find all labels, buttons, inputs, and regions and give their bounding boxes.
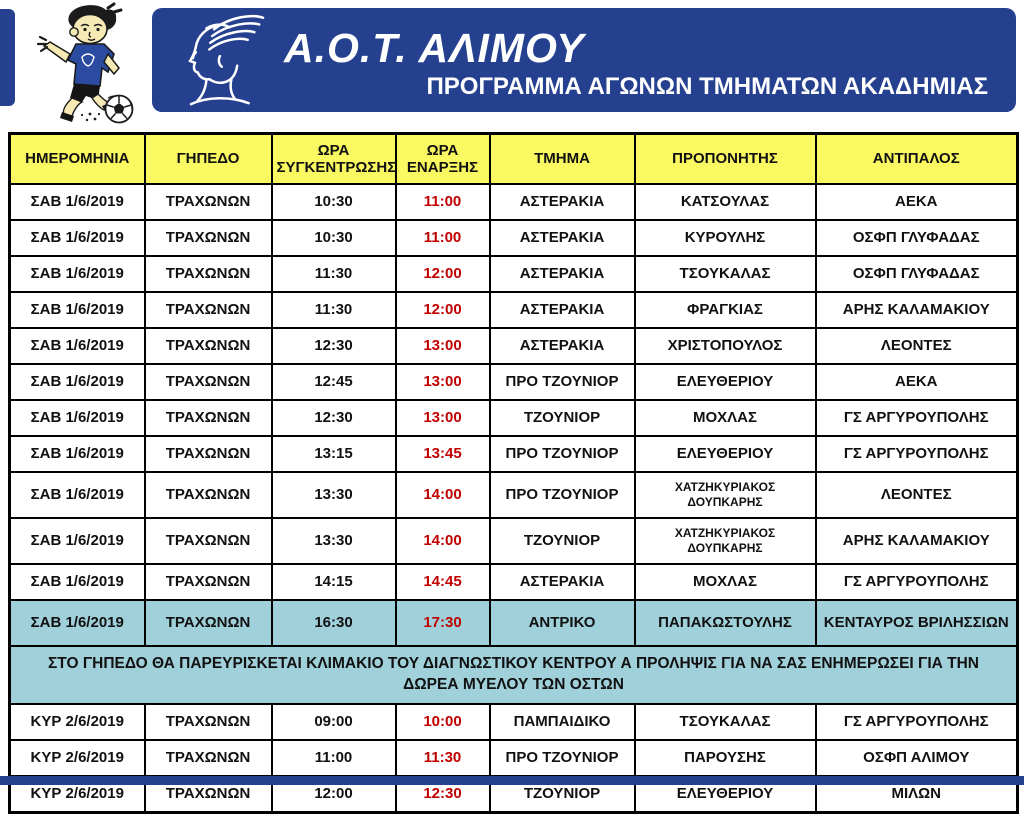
cell-coach: ΜΟΧΛΑΣ — [635, 400, 816, 436]
cell-venue: ΤΡΑΧΩΝΩΝ — [145, 704, 272, 740]
cell-meet-time: 09:00 — [272, 704, 396, 740]
cell-start-time: 10:00 — [396, 704, 490, 740]
cell-team: ΠΡΟ ΤΖΟΥΝΙΟΡ — [490, 472, 635, 518]
match-row — [10, 704, 1018, 740]
cell-date: ΣΑΒ 1/6/2019 — [10, 518, 145, 564]
cell-venue: ΤΡΑΧΩΝΩΝ — [145, 256, 272, 292]
cell-opponent: ΑΕΚΑ — [816, 184, 1018, 220]
cell-start-time: 12:00 — [396, 256, 490, 292]
header-banner — [152, 8, 1016, 112]
notice-text: ΣΤΟ ΓΗΠΕΔΟ ΘΑ ΠΑΡΕΥΡΙΣΚΕΤΑΙ ΚΛΙΜΑΚΙΟ ΤΟΥ ΔΙΑΓΝΩΣΤΙΚΟΥ ΚΕΝΤΡΟΥ Α ΠΡΟΛΗΨΙΣ ΓΙΑ ΝΑ ΣΑΣ ΕΝΗΜΕΡΩΣΕΙ ΓΙΑ ΤΗΝ ΔΩΡΕΑ ΜΥΕΛΟΥ ΤΩΝ ΟΣΤΩΝ — [10, 646, 1018, 704]
cell-team: ΤΖΟΥΝΙΟΡ — [490, 776, 635, 813]
cell-opponent: ΛΕΟΝΤΕΣ — [816, 472, 1018, 518]
cell-start-time: 13:00 — [396, 328, 490, 364]
notice-row — [10, 646, 1018, 704]
cell-start-time: 13:45 — [396, 436, 490, 472]
cell-coach: ΤΣΟΥΚΑΛΑΣ — [635, 704, 816, 740]
table-header-row — [10, 134, 1018, 185]
cell-opponent: ΟΣΦΠ ΓΛΥΦΑΔΑΣ — [816, 256, 1018, 292]
cell-opponent: ΑΡΗΣ ΚΑΛΑΜΑΚΙΟΥ — [816, 292, 1018, 328]
cell-date: ΣΑΒ 1/6/2019 — [10, 600, 145, 646]
cell-date: ΚΥΡ 2/6/2019 — [10, 740, 145, 776]
match-row — [10, 400, 1018, 436]
cell-meet-time: 10:30 — [272, 220, 396, 256]
cell-opponent: ΓΣ ΑΡΓΥΡΟΥΠΟΛΗΣ — [816, 704, 1018, 740]
cell-venue: ΤΡΑΧΩΝΩΝ — [145, 292, 272, 328]
table-body — [10, 184, 1018, 813]
cell-coach: ΠΑΠΑΚΩΣΤΟΥΛΗΣ — [635, 600, 816, 646]
cell-venue: ΤΡΑΧΩΝΩΝ — [145, 364, 272, 400]
boy-kicking-football-mascot-icon — [24, 2, 148, 124]
cell-start-time: 13:00 — [396, 364, 490, 400]
cell-team: ΑΣΤΕΡΑΚΙΑ — [490, 564, 635, 600]
cell-opponent: ΑΕΚΑ — [816, 364, 1018, 400]
cell-venue: ΤΡΑΧΩΝΩΝ — [145, 472, 272, 518]
cell-coach: ΧΑΤΖΗΚΥΡΙΑΚΟΣ ΔΟΥΠΚΑΡΗΣ — [635, 472, 816, 518]
cell-venue: ΤΡΑΧΩΝΩΝ — [145, 564, 272, 600]
footer-accent-bar — [0, 776, 1024, 785]
cell-date: ΣΑΒ 1/6/2019 — [10, 184, 145, 220]
column-header-date: ΗΜΕΡΟΜΗΝΙΑ — [10, 134, 145, 185]
cell-opponent: ΑΡΗΣ ΚΑΛΑΜΑΚΙΟΥ — [816, 518, 1018, 564]
cell-date: ΣΑΒ 1/6/2019 — [10, 328, 145, 364]
cell-meet-time: 10:30 — [272, 184, 396, 220]
cell-coach: ΠΑΡΟΥΣΗΣ — [635, 740, 816, 776]
cell-venue: ΤΡΑΧΩΝΩΝ — [145, 436, 272, 472]
cell-coach: ΕΛΕΥΘΕΡΙΟΥ — [635, 776, 816, 813]
cell-meet-time: 12:30 — [272, 328, 396, 364]
column-header-opponent: ΑΝΤΙΠΑΛΟΣ — [816, 134, 1018, 185]
cell-team: ΑΣΤΕΡΑΚΙΑ — [490, 292, 635, 328]
cell-opponent: ΓΣ ΑΡΓΥΡΟΥΠΟΛΗΣ — [816, 400, 1018, 436]
cell-date: ΣΑΒ 1/6/2019 — [10, 220, 145, 256]
match-row — [10, 256, 1018, 292]
cell-meet-time: 11:30 — [272, 292, 396, 328]
cell-team: ΠΡΟ ΤΖΟΥΝΙΟΡ — [490, 436, 635, 472]
cell-venue: ΤΡΑΧΩΝΩΝ — [145, 600, 272, 646]
cell-coach: ΧΡΙΣΤΟΠΟΥΛΟΣ — [635, 328, 816, 364]
cell-team: ΑΝΤΡΙΚΟ — [490, 600, 635, 646]
match-row — [10, 328, 1018, 364]
cell-team: ΑΣΤΕΡΑΚΙΑ — [490, 256, 635, 292]
cell-date: ΚΥΡ 2/6/2019 — [10, 776, 145, 813]
match-schedule-table — [8, 132, 1019, 814]
match-row — [10, 364, 1018, 400]
match-row — [10, 220, 1018, 256]
cell-coach: ΤΣΟΥΚΑΛΑΣ — [635, 256, 816, 292]
cell-meet-time: 16:30 — [272, 600, 396, 646]
cell-venue: ΤΡΑΧΩΝΩΝ — [145, 776, 272, 813]
match-row — [10, 184, 1018, 220]
program-title: ΠΡΟΓΡΑΜΜΑ ΑΓΩΝΩΝ ΤΜΗΜΑΤΩΝ ΑΚΑΔΗΜΙΑΣ — [426, 73, 988, 100]
cell-opponent: ΓΣ ΑΡΓΥΡΟΥΠΟΛΗΣ — [816, 436, 1018, 472]
cell-start-time: 12:30 — [396, 776, 490, 813]
cell-start-time: 12:00 — [396, 292, 490, 328]
match-row — [10, 518, 1018, 564]
cell-coach: ΜΟΧΛΑΣ — [635, 564, 816, 600]
cell-coach: ΧΑΤΖΗΚΥΡΙΑΚΟΣ ΔΟΥΠΚΑΡΗΣ — [635, 518, 816, 564]
cell-team: ΑΣΤΕΡΑΚΙΑ — [490, 328, 635, 364]
cell-start-time: 14:45 — [396, 564, 490, 600]
cell-team: ΑΣΤΕΡΑΚΙΑ — [490, 184, 635, 220]
cell-team: ΠΑΜΠΑΙΔΙΚΟ — [490, 704, 635, 740]
cell-team: ΤΖΟΥΝΙΟΡ — [490, 518, 635, 564]
cell-opponent: ΜΙΛΩΝ — [816, 776, 1018, 813]
cell-meet-time: 13:15 — [272, 436, 396, 472]
cell-coach: ΚΥΡΟΥΛΗΣ — [635, 220, 816, 256]
column-header-coach: ΠΡΟΠΟΝΗΤΗΣ — [635, 134, 816, 185]
cell-start-time: 17:30 — [396, 600, 490, 646]
cell-meet-time: 12:30 — [272, 400, 396, 436]
cell-meet-time: 13:30 — [272, 472, 396, 518]
cell-date: ΣΑΒ 1/6/2019 — [10, 292, 145, 328]
cell-coach: ΕΛΕΥΘΕΡΙΟΥ — [635, 436, 816, 472]
cell-meet-time: 11:30 — [272, 256, 396, 292]
cell-team: ΠΡΟ ΤΖΟΥΝΙΟΡ — [490, 740, 635, 776]
cell-meet-time: 12:00 — [272, 776, 396, 813]
cell-date: ΣΑΒ 1/6/2019 — [10, 564, 145, 600]
column-header-meet-time: ΩΡΑ ΣΥΓΚΕΝΤΡΩΣΗΣ — [272, 134, 396, 185]
column-header-team: ΤΜΗΜΑ — [490, 134, 635, 185]
cell-start-time: 11:00 — [396, 220, 490, 256]
cell-venue: ΤΡΑΧΩΝΩΝ — [145, 184, 272, 220]
match-row — [10, 436, 1018, 472]
cell-meet-time: 14:15 — [272, 564, 396, 600]
cell-start-time: 11:00 — [396, 184, 490, 220]
club-name: Α.Ο.Τ. ΑΛΙΜΟΥ — [284, 25, 585, 71]
match-row — [10, 564, 1018, 600]
match-row — [10, 292, 1018, 328]
cell-start-time: 14:00 — [396, 518, 490, 564]
cell-date: ΣΑΒ 1/6/2019 — [10, 400, 145, 436]
cell-start-time: 13:00 — [396, 400, 490, 436]
cell-venue: ΤΡΑΧΩΝΩΝ — [145, 518, 272, 564]
cell-meet-time: 12:45 — [272, 364, 396, 400]
match-row — [10, 472, 1018, 518]
column-header-venue: ΓΗΠΕΔΟ — [145, 134, 272, 185]
cell-venue: ΤΡΑΧΩΝΩΝ — [145, 740, 272, 776]
cell-team: ΤΖΟΥΝΙΟΡ — [490, 400, 635, 436]
cell-team: ΠΡΟ ΤΖΟΥΝΙΟΡ — [490, 364, 635, 400]
left-accent-bar — [0, 9, 15, 106]
match-row — [10, 740, 1018, 776]
cell-coach: ΚΑΤΣΟΥΛΑΣ — [635, 184, 816, 220]
cell-date: ΚΥΡ 2/6/2019 — [10, 704, 145, 740]
cell-venue: ΤΡΑΧΩΝΩΝ — [145, 220, 272, 256]
cell-opponent: ΓΣ ΑΡΓΥΡΟΥΠΟΛΗΣ — [816, 564, 1018, 600]
cell-date: ΣΑΒ 1/6/2019 — [10, 472, 145, 518]
cell-opponent: ΟΣΦΠ ΓΛΥΦΑΔΑΣ — [816, 220, 1018, 256]
match-row — [10, 600, 1018, 646]
cell-venue: ΤΡΑΧΩΝΩΝ — [145, 328, 272, 364]
cell-meet-time: 13:30 — [272, 518, 396, 564]
cell-date: ΣΑΒ 1/6/2019 — [10, 364, 145, 400]
hermes-winged-head-logo-icon — [162, 12, 272, 108]
cell-opponent: ΛΕΟΝΤΕΣ — [816, 328, 1018, 364]
cell-opponent: ΟΣΦΠ ΑΛΙΜΟΥ — [816, 740, 1018, 776]
cell-date: ΣΑΒ 1/6/2019 — [10, 436, 145, 472]
cell-date: ΣΑΒ 1/6/2019 — [10, 256, 145, 292]
cell-meet-time: 11:00 — [272, 740, 396, 776]
cell-team: ΑΣΤΕΡΑΚΙΑ — [490, 220, 635, 256]
cell-start-time: 11:30 — [396, 740, 490, 776]
cell-coach: ΦΡΑΓΚΙΑΣ — [635, 292, 816, 328]
cell-coach: ΕΛΕΥΘΕΡΙΟΥ — [635, 364, 816, 400]
cell-start-time: 14:00 — [396, 472, 490, 518]
cell-venue: ΤΡΑΧΩΝΩΝ — [145, 400, 272, 436]
column-header-start-time: ΩΡΑ ΕΝΑΡΞΗΣ — [396, 134, 490, 185]
cell-opponent: ΚΕΝΤΑΥΡΟΣ ΒΡΙΛΗΣΣΙΩΝ — [816, 600, 1018, 646]
